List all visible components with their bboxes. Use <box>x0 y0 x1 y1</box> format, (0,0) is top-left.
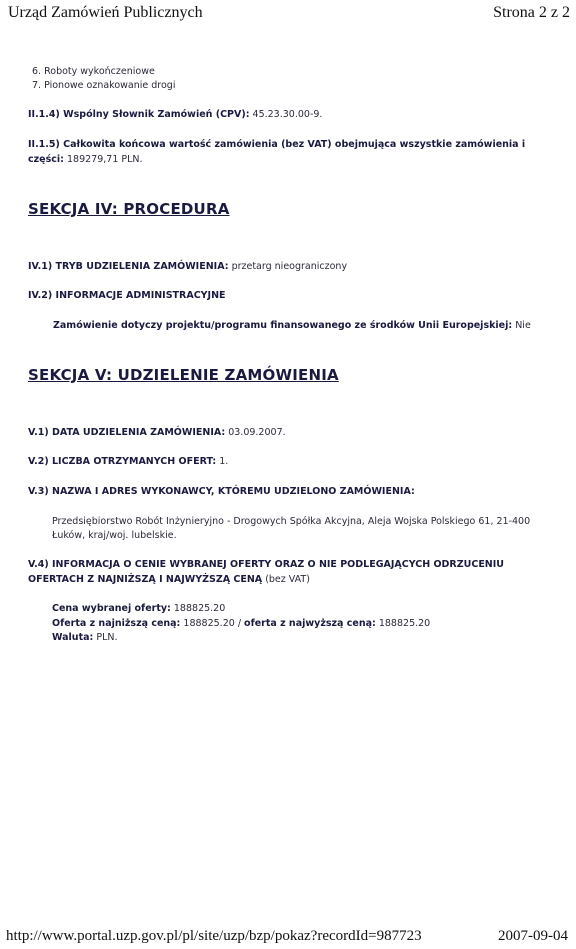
procedure-value: przetarg nieograniczony <box>231 261 348 272</box>
contractor-label: V.3) NAZWA I ADRES WYKONAWCY, KTÓREMU UDZIELONO ZAMÓWIENIA: <box>28 486 415 497</box>
section-v-title: SEKCJA V: UDZIELENIE ZAMÓWIENIA <box>28 366 339 384</box>
price-info-heading-line2 <box>28 572 310 587</box>
total-value: 189279,71 PLN. <box>66 154 143 165</box>
procedure-label: IV.1) TRYB UDZIELENIA ZAMÓWIENIA: <box>28 261 229 272</box>
offers-count-label: V.2) LICZBA OTRZYMANYCH OFERT: <box>28 456 217 467</box>
cpv-label: II.1.4) Wspólny Słownik Zamówień (CPV): <box>28 109 250 120</box>
max-price-value: 188825.20 <box>378 618 431 629</box>
total-value-label: II.1.5) Całkowita końcowa wartość zamówienia (bez VAT) obejmująca wszystkie zamówienia i <box>28 139 526 150</box>
cpv-row <box>28 107 322 122</box>
total-value-label-cont: części: <box>28 154 64 165</box>
price-range-row <box>52 616 430 631</box>
offers-count-row <box>28 454 228 469</box>
offers-count-value: 1. <box>219 456 229 467</box>
footer-date: 2007-09-04 <box>498 928 568 944</box>
award-date-row <box>28 425 286 440</box>
admin-info-heading <box>28 288 226 303</box>
total-value-label-line1 <box>28 137 525 152</box>
currency-row <box>52 630 118 645</box>
contractor-address-line1: Przedsiębiorstwo Robót Inżynieryjno - Drogowych Spółka Akcyjna, Aleja Wojska Polskiego 61, 21-400 <box>52 516 531 527</box>
page-number: Strona 2 z 2 <box>493 4 570 21</box>
section-iv-title: SEKCJA IV: PROCEDURA <box>28 200 230 218</box>
award-date-label: V.1) DATA UDZIELENIA ZAMÓWIENIA: <box>28 427 226 438</box>
contractor-address-line2: Łuków, kraj/woj. lubelskie. <box>52 530 177 541</box>
award-date-value: 03.09.2007. <box>228 427 286 438</box>
list-item: 7. Pionowe oznakowanie drogi <box>32 80 176 91</box>
min-price-label: Oferta z najniższą ceną: <box>52 618 181 629</box>
price-info-heading-line1 <box>28 557 504 572</box>
price-separator: / <box>237 618 242 629</box>
price-info-label-cont: OFERTACH Z NAJNIŻSZĄ I NAJWYŻSZĄ CENĄ <box>28 574 263 585</box>
max-price-label: oferta z najwyższą ceną: <box>244 618 376 629</box>
selected-price-label: Cena wybranej oferty: <box>52 603 171 614</box>
header-title: Urząd Zamówień Publicznych <box>8 4 203 21</box>
eu-funding-value: Nie <box>515 320 531 331</box>
contractor-heading <box>28 484 415 499</box>
min-price-value: 188825.20 <box>183 618 235 629</box>
eu-funding-label: Zamówienie dotyczy projektu/programu finansowanego ze środków Unii Europejskiej: <box>53 320 513 331</box>
footer-url: http://www.portal.uzp.gov.pl/pl/site/uzp/bzp/pokaz?recordId=987723 <box>6 928 422 944</box>
currency-value: PLN. <box>96 632 118 643</box>
list-item: 6. Roboty wykończeniowe <box>32 66 155 77</box>
currency-label: Waluta: <box>52 632 94 643</box>
price-info-label: V.4) INFORMACJA O CENIE WYBRANEJ OFERTY ORAZ O NIE PODLEGAJĄCYCH ODRZUCENIU <box>28 559 505 570</box>
cpv-value: 45.23.30.00-9. <box>252 109 323 120</box>
procedure-row <box>28 259 347 274</box>
total-value-row <box>28 152 143 167</box>
admin-info-label: IV.2) INFORMACJE ADMINISTRACYJNE <box>28 290 226 301</box>
selected-price-row <box>52 601 225 616</box>
selected-price-value: 188825.20 <box>173 603 226 614</box>
price-info-suffix: (bez VAT) <box>265 574 310 585</box>
eu-funding-row <box>53 318 531 333</box>
